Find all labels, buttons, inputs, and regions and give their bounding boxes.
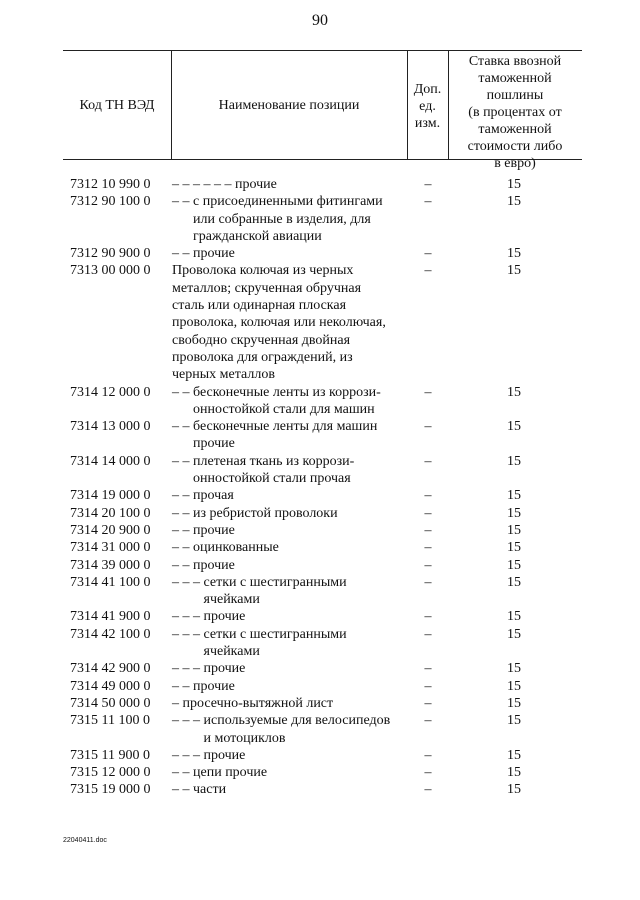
unit-value: –	[424, 678, 432, 694]
header-rate-line: Ставка ввозной	[468, 54, 562, 69]
description-line: – – – сетки с шестигранными	[172, 574, 347, 590]
table-header	[63, 50, 582, 171]
unit-value: –	[424, 194, 432, 210]
duty-rate: 15	[507, 765, 521, 781]
table-row	[0, 176, 640, 193]
description-line: проволока, колючая или неколючая,	[172, 315, 386, 331]
description-line: – – прочие	[172, 246, 235, 262]
item-description	[172, 678, 410, 695]
description-line: металлов; скрученная обручная	[172, 280, 362, 296]
unit-value: –	[424, 540, 432, 556]
header-rate-line: стоимости либо	[467, 139, 563, 154]
tariff-code: 7314 31 000 0	[70, 540, 151, 556]
duty-rate: 15	[507, 695, 521, 711]
unit-value: –	[424, 626, 432, 642]
table-row	[0, 384, 640, 419]
unit-value: –	[424, 609, 432, 625]
duty-rate: 15	[507, 453, 521, 469]
item-description	[172, 781, 410, 798]
description-line: – – из ребристой проволоки	[172, 505, 338, 521]
file-name: 22040411.doc	[63, 837, 107, 844]
table-row	[0, 505, 640, 522]
description-line: – – – прочие	[172, 661, 246, 677]
description-line: – – оцинкованные	[172, 540, 279, 556]
tariff-code: 7314 41 100 0	[70, 574, 151, 590]
page-number: 90	[312, 12, 328, 29]
unit-value: –	[424, 661, 432, 677]
description-line: прочие	[172, 436, 235, 452]
description-line: – – прочие	[172, 522, 235, 538]
tariff-table-body	[0, 176, 640, 799]
tariff-code: 7312 10 990 0	[70, 177, 151, 192]
description-line: свободно скрученная двойная	[172, 332, 351, 348]
header-unit	[407, 81, 448, 132]
description-line: – – бесконечные ленты из коррози-	[172, 384, 381, 400]
item-description	[172, 176, 410, 193]
table-row	[0, 678, 640, 695]
unit-value: –	[424, 747, 432, 763]
table-row	[0, 539, 640, 556]
table-row	[0, 522, 640, 539]
unit-value: –	[424, 695, 432, 711]
description-line: – – с присоединенными фитингами	[172, 194, 383, 210]
table-row	[0, 695, 640, 712]
header-unit-line: Доп.	[413, 82, 442, 97]
duty-rate: 15	[507, 522, 521, 538]
table-row	[0, 660, 640, 677]
description-line: ячейками	[172, 644, 260, 660]
table-row	[0, 245, 640, 262]
description-line: – – – используемые для велосипедов	[172, 713, 391, 729]
description-line: – – прочие	[172, 557, 235, 573]
unit-value: –	[424, 505, 432, 521]
header-rate-line: пошлины	[486, 88, 544, 103]
item-description	[172, 453, 410, 488]
item-description	[172, 712, 410, 747]
item-description	[172, 764, 410, 781]
table-row	[0, 487, 640, 504]
duty-rate: 15	[507, 626, 521, 642]
header-rate-line: в евро)	[494, 156, 536, 171]
duty-rate: 15	[507, 419, 521, 435]
header-rate-line: (в процентах от	[468, 105, 562, 120]
item-description	[172, 695, 410, 712]
duty-rate: 15	[507, 574, 521, 590]
header-code: Код ТН ВЭД	[79, 98, 155, 113]
tariff-code: 7314 20 900 0	[70, 522, 151, 538]
header-rate	[448, 53, 582, 172]
item-description	[172, 384, 410, 419]
description-line: онностойкой стали для машин	[172, 401, 375, 417]
table-row	[0, 608, 640, 625]
description-line: – – – прочие	[172, 747, 246, 763]
tariff-code: 7312 90 900 0	[70, 246, 151, 262]
table-row	[0, 262, 640, 383]
description-line: черных металлов	[172, 367, 275, 383]
description-line: – – прочие	[172, 678, 235, 694]
item-description	[172, 574, 410, 609]
tariff-code: 7315 11 900 0	[70, 747, 150, 763]
tariff-code: 7314 14 000 0	[70, 453, 151, 469]
header-name: Наименование позиции	[218, 98, 360, 113]
duty-rate: 15	[507, 713, 521, 729]
description-line: онностойкой стали прочая	[172, 471, 351, 487]
unit-value: –	[424, 713, 432, 729]
unit-value: –	[424, 384, 432, 400]
table-row	[0, 193, 640, 245]
item-description	[172, 660, 410, 677]
unit-value: –	[424, 557, 432, 573]
item-description	[172, 262, 410, 383]
description-line: – – – – – – прочие	[172, 177, 277, 192]
tariff-code: 7312 90 100 0	[70, 194, 151, 210]
duty-rate: 15	[507, 782, 521, 798]
unit-value: –	[424, 488, 432, 504]
tariff-code: 7314 39 000 0	[70, 557, 151, 573]
unit-value: –	[424, 574, 432, 590]
tariff-code: 7314 50 000 0	[70, 695, 151, 711]
item-description	[172, 557, 410, 574]
tariff-code: 7314 42 900 0	[70, 661, 151, 677]
header-unit-line: ед.	[419, 99, 436, 114]
description-line: или собранные в изделия, для	[172, 211, 371, 227]
tariff-code: 7314 41 900 0	[70, 609, 151, 625]
duty-rate: 15	[507, 540, 521, 556]
tariff-code: 7314 12 000 0	[70, 384, 151, 400]
unit-value: –	[424, 782, 432, 798]
description-line: – – части	[172, 782, 227, 798]
description-line: – – бесконечные ленты для машин	[172, 419, 378, 435]
item-description	[172, 539, 410, 556]
tariff-code: 7314 42 100 0	[70, 626, 151, 642]
duty-rate: 15	[507, 488, 521, 504]
table-row	[0, 764, 640, 781]
table-row	[0, 453, 640, 488]
tariff-code: 7314 49 000 0	[70, 678, 151, 694]
header-rate-line: таможенной	[478, 122, 552, 137]
unit-value: –	[424, 522, 432, 538]
unit-value: –	[424, 453, 432, 469]
tariff-code: 7315 11 100 0	[70, 713, 150, 729]
description-line: проволока для ограждений, из	[172, 349, 353, 365]
description-line: гражданской авиации	[172, 228, 322, 244]
table-row	[0, 747, 640, 764]
duty-rate: 15	[507, 263, 521, 279]
duty-rate: 15	[507, 678, 521, 694]
description-line: – – плетеная ткань из коррози-	[172, 453, 355, 469]
duty-rate: 15	[507, 177, 521, 192]
unit-value: –	[424, 765, 432, 781]
table-row	[0, 712, 640, 747]
description-line: ячейками	[172, 592, 260, 608]
description-line: и мотоциклов	[172, 730, 286, 746]
tariff-code: 7314 20 100 0	[70, 505, 151, 521]
description-line: – – – прочие	[172, 609, 246, 625]
table-row	[0, 626, 640, 661]
item-description	[172, 505, 410, 522]
tariff-code: 7315 19 000 0	[70, 782, 151, 798]
unit-value: –	[424, 419, 432, 435]
duty-rate: 15	[507, 747, 521, 763]
duty-rate: 15	[507, 557, 521, 573]
duty-rate: 15	[507, 505, 521, 521]
item-description	[172, 747, 410, 764]
unit-value: –	[424, 263, 432, 279]
item-description	[172, 608, 410, 625]
item-description	[172, 245, 410, 262]
unit-value: –	[424, 246, 432, 262]
tariff-code: 7315 12 000 0	[70, 765, 151, 781]
duty-rate: 15	[507, 661, 521, 677]
duty-rate: 15	[507, 246, 521, 262]
item-description	[172, 418, 410, 453]
description-line: – – цепи прочие	[172, 765, 268, 781]
description-line: – – прочая	[172, 488, 234, 504]
tariff-code: 7314 19 000 0	[70, 488, 151, 504]
header-rate-line: таможенной	[478, 71, 552, 86]
description-line: сталь или одинарная плоская	[172, 298, 347, 314]
table-row	[0, 418, 640, 453]
duty-rate: 15	[507, 384, 521, 400]
unit-value: –	[424, 177, 432, 192]
description-line: Проволока колючая из черных	[172, 263, 354, 279]
table-row	[0, 574, 640, 609]
duty-rate: 15	[507, 194, 521, 210]
header-unit-line: изм.	[414, 116, 441, 131]
item-description	[172, 487, 410, 504]
item-description	[172, 626, 410, 661]
table-row	[0, 781, 640, 798]
item-description	[172, 193, 410, 245]
tariff-code: 7314 13 000 0	[70, 419, 151, 435]
description-line: – – – сетки с шестигранными	[172, 626, 347, 642]
item-description	[172, 522, 410, 539]
tariff-code: 7313 00 000 0	[70, 263, 151, 279]
description-line: – просечно-вытяжной лист	[172, 695, 334, 711]
duty-rate: 15	[507, 609, 521, 625]
table-row	[0, 557, 640, 574]
